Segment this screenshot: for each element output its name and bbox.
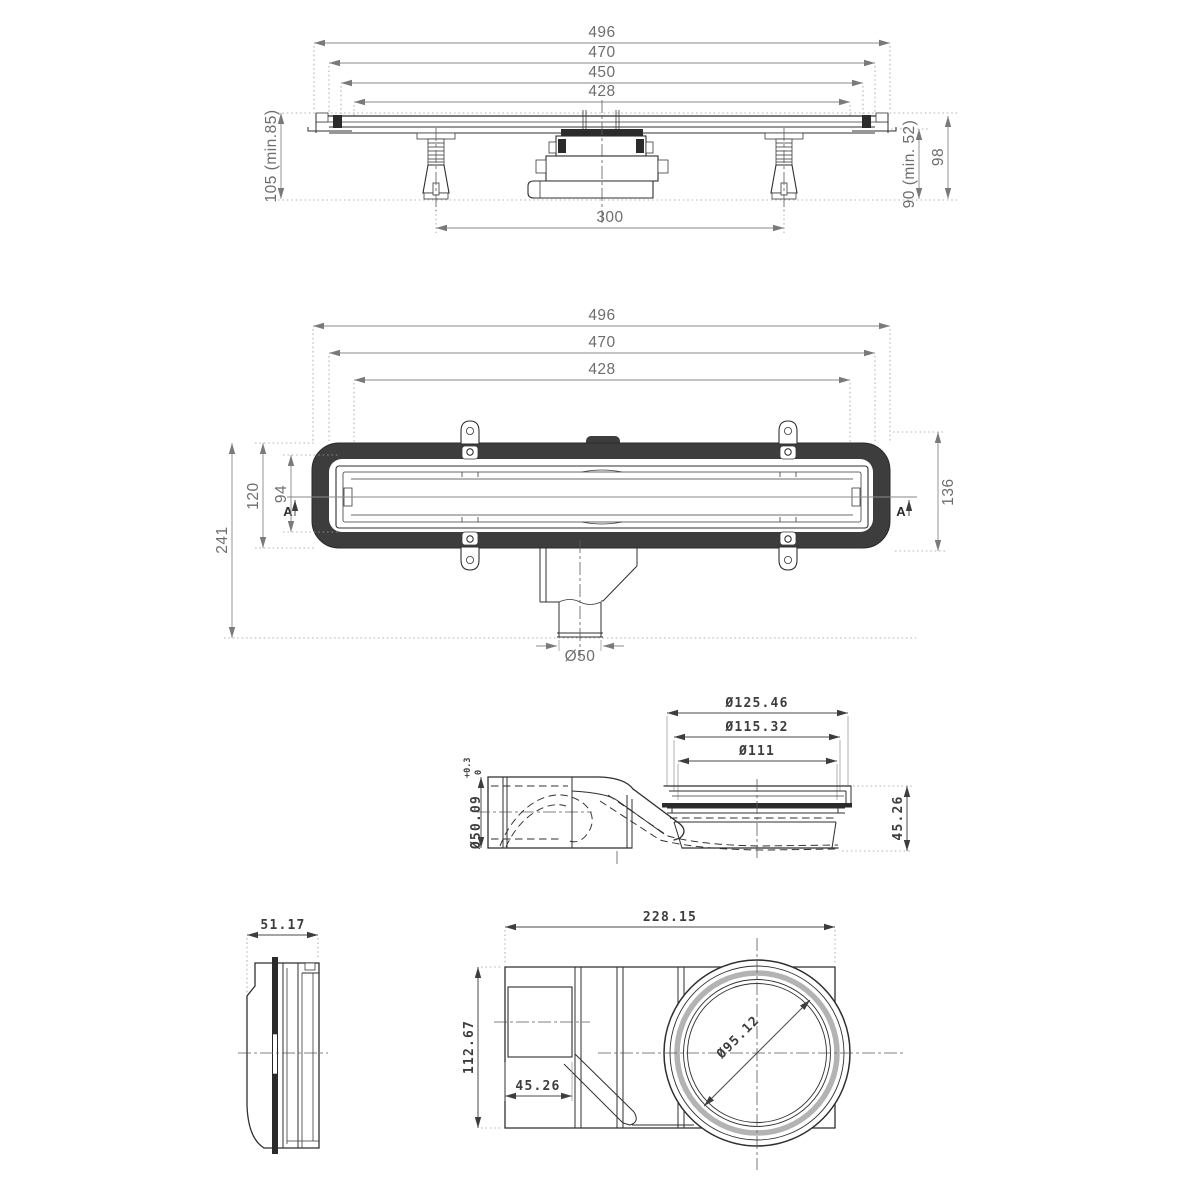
dim-label-95: Ø95.12 bbox=[714, 1013, 763, 1062]
dimension-125 bbox=[667, 696, 848, 713]
inlet-pipe-section bbox=[477, 777, 632, 848]
dim-tolerance-zero: 0 bbox=[474, 769, 484, 775]
dimension-450 bbox=[341, 64, 863, 83]
dimension-plan-496 bbox=[313, 307, 890, 326]
dim-label-112: 112.67 bbox=[462, 1019, 477, 1075]
mounting-lug-bottom-right bbox=[779, 532, 797, 570]
dimension-228 bbox=[505, 910, 835, 927]
dim-label-125: Ø125.46 bbox=[725, 696, 789, 711]
dimension-105 bbox=[263, 109, 281, 202]
dim-label-136: 136 bbox=[940, 478, 957, 506]
dimension-112 bbox=[462, 967, 478, 1128]
dim-label-120: 120 bbox=[245, 482, 262, 510]
view-front-elevation bbox=[263, 24, 958, 233]
dim-label-98: 98 bbox=[930, 147, 947, 167]
section-marker-right: A bbox=[896, 504, 906, 519]
drain-flange-rings bbox=[598, 938, 905, 1170]
dim-label-pipe-50: Ø50.09 bbox=[469, 794, 484, 850]
base-profile bbox=[238, 957, 328, 1154]
view-base-side bbox=[238, 918, 328, 1154]
trap-body-front bbox=[528, 100, 668, 225]
dim-label-428: 428 bbox=[588, 83, 616, 100]
mounting-lug-top-right bbox=[779, 421, 797, 459]
dimension-496 bbox=[314, 24, 890, 43]
view-trap-section bbox=[463, 696, 912, 865]
adjustable-foot-right bbox=[765, 128, 803, 211]
dimension-plan-428 bbox=[354, 361, 850, 380]
dimension-98 bbox=[930, 116, 948, 199]
dim-label-plan-428: 428 bbox=[588, 361, 616, 378]
dim-label-plan-470: 470 bbox=[588, 334, 616, 351]
dim-label-228: 228.15 bbox=[642, 910, 698, 925]
dim-label-241: 241 bbox=[214, 526, 231, 554]
end-bracket-left bbox=[316, 113, 328, 122]
dim-tolerance-plus: +0.3 bbox=[463, 757, 473, 778]
dimension-plan-470 bbox=[329, 334, 875, 353]
dim-label-90: 90 (min. 52) bbox=[901, 119, 918, 209]
dimension-51 bbox=[247, 918, 318, 935]
dimension-115 bbox=[674, 720, 840, 737]
dim-label-94: 94 bbox=[273, 484, 290, 504]
dimension-90 bbox=[901, 120, 919, 209]
dimension-136 bbox=[938, 432, 957, 551]
section-marker-left: A bbox=[283, 504, 293, 519]
dimension-94 bbox=[273, 455, 291, 532]
dimension-section-45 bbox=[891, 786, 907, 851]
dim-label-470: 470 bbox=[588, 44, 616, 61]
dimension-470 bbox=[329, 44, 875, 63]
mounting-lug-top-left bbox=[461, 421, 479, 459]
trap-elbow bbox=[500, 777, 838, 865]
trap-upper-box bbox=[556, 136, 646, 156]
dim-label-111: Ø111 bbox=[738, 744, 776, 759]
dim-label-115: Ø115.32 bbox=[725, 720, 789, 735]
dim-label-450: 450 bbox=[588, 64, 616, 81]
dimension-bottom-45 bbox=[505, 1079, 572, 1096]
dimension-428 bbox=[354, 83, 850, 102]
outlet-pipe-front bbox=[528, 181, 653, 198]
mounting-lug-bottom-left bbox=[461, 532, 479, 570]
end-bracket-right bbox=[876, 113, 888, 122]
dimension-120 bbox=[245, 443, 263, 548]
dim-label-496: 496 bbox=[588, 24, 616, 41]
dimension-300 bbox=[436, 209, 784, 228]
dim-label-bottom-45: 45.26 bbox=[515, 1079, 561, 1094]
view-trap-plan bbox=[462, 910, 905, 1170]
view-plan bbox=[214, 307, 957, 665]
dim-label-section-45: 45.26 bbox=[891, 795, 906, 841]
dim-label-51: 51.17 bbox=[260, 918, 306, 933]
drain-base-section bbox=[662, 779, 852, 861]
dim-label-300: 300 bbox=[596, 209, 624, 226]
dimension-241 bbox=[214, 443, 232, 638]
dim-label-105: 105 (min.85) bbox=[263, 109, 280, 203]
plan-outlet bbox=[536, 540, 637, 665]
dimension-111 bbox=[678, 744, 837, 761]
dim-label-o50: Ø50 bbox=[564, 648, 596, 665]
dim-label-plan-496: 496 bbox=[588, 307, 616, 324]
adjustable-foot-left bbox=[417, 128, 455, 211]
dimension-pipe-50 bbox=[463, 758, 484, 851]
